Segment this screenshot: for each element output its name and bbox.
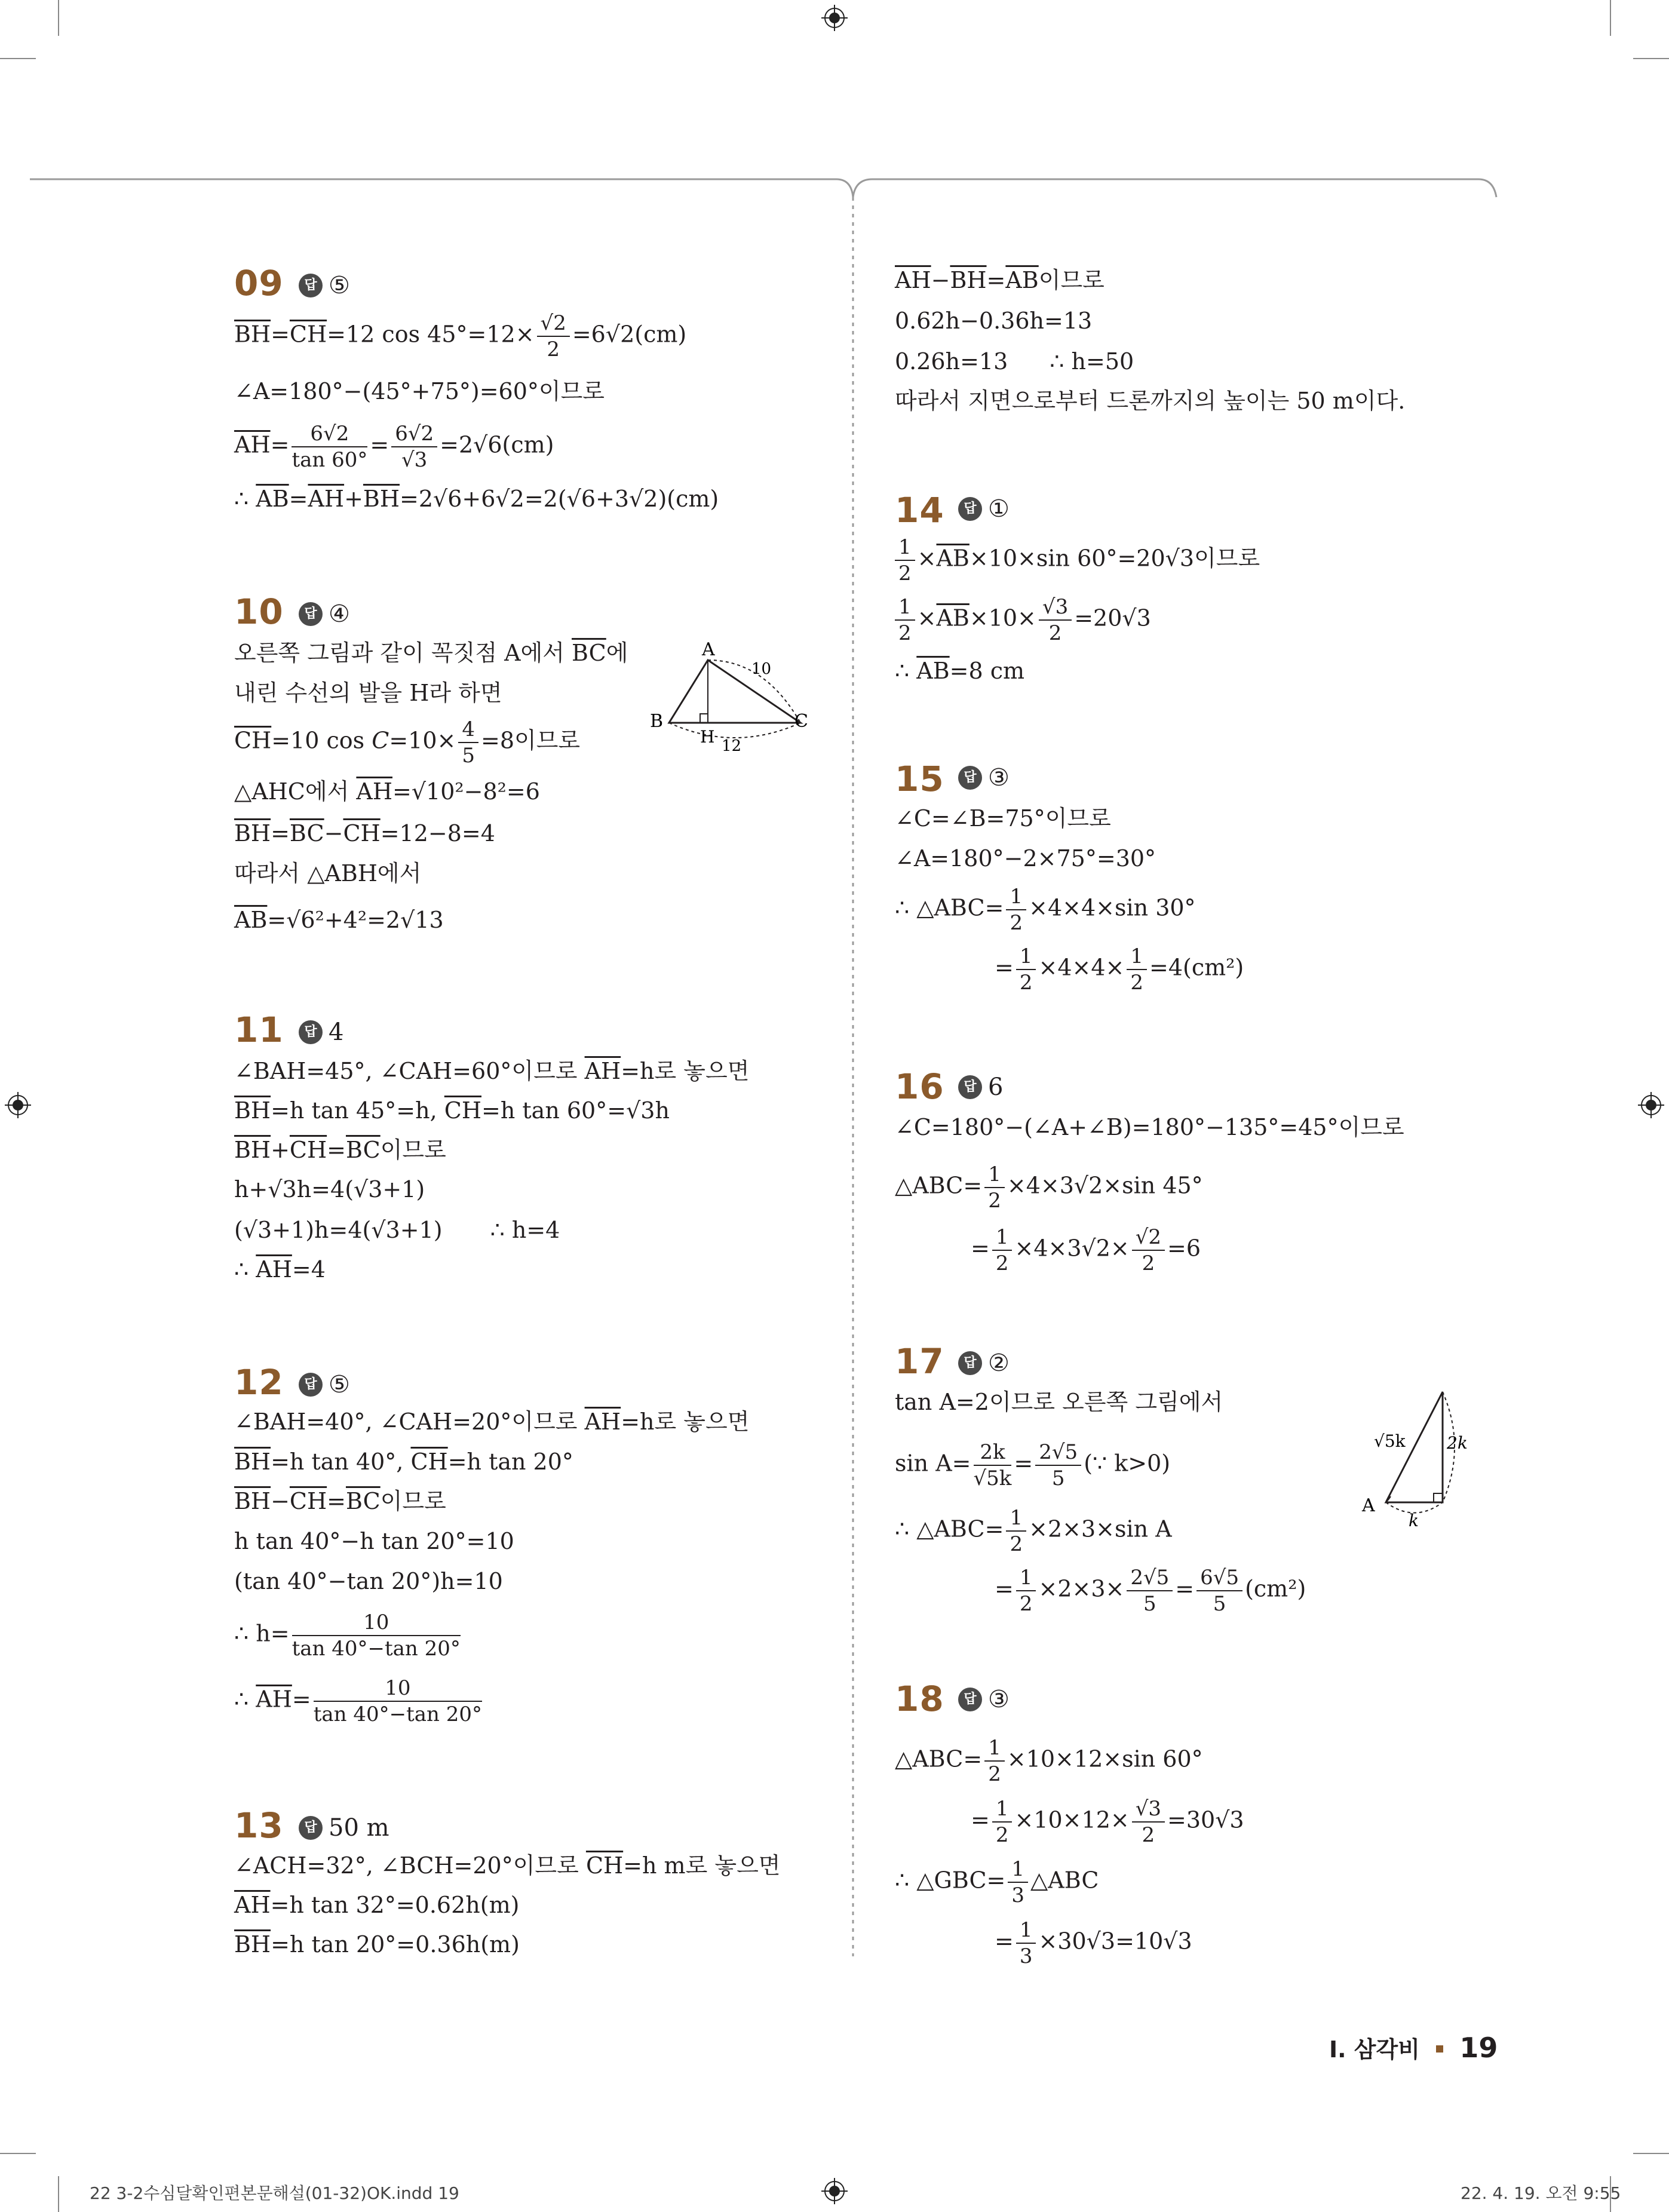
registration-mark-right — [1638, 1092, 1664, 1118]
solution-line: ∠BAH=45°, ∠CAH=60°이므로 $\overline{AH}=h$로 놓으면 — [234, 1058, 750, 1084]
problem-number: 16 — [895, 1066, 944, 1107]
solution-line: $\overline{AB}=√6^2+4^2=2√13$ — [234, 907, 444, 933]
answer-value: 6 — [988, 1073, 1004, 1101]
solution-line: 내린 수선의 발을 H라 하면 — [234, 680, 502, 706]
solution-line: 따라서 지면으로부터 드론까지의 높이는 50 m이다. — [895, 388, 1406, 414]
solution-line: $\frac{1}{2}$ $\times\overline{AB}\times 10\times\sin$ 60°=20√3이므로 — [895, 535, 1260, 586]
side-10-label: 10 — [751, 660, 772, 678]
print-date: 22. 4. 19. 오전 9:55 — [1461, 2183, 1621, 2203]
problem-number: 18 — [895, 1679, 944, 1719]
solution-line: (tan 40°−tan 20°)h=10 — [234, 1568, 503, 1594]
solution-line: ∴ h= $\frac{10}{\tan 40^\circ-\tan 20^\circ}$ — [234, 1610, 461, 1661]
foot-h-label: H — [700, 727, 715, 747]
solution-line: sin A= $\frac{2k}{√5k}$ = $\frac{2√5}{5}$ (∵ k>0) — [895, 1440, 1171, 1490]
triangle-figure-17 — [1356, 1380, 1487, 1535]
solution-line: h+√3h=4(√3+1) — [234, 1176, 425, 1202]
answer-value: ⑤ — [329, 272, 350, 299]
solution-line: $\overline{BH}=h$ tan 45°=h, $\overline{CH}=h$ tan 60°=√3h — [234, 1097, 670, 1124]
answer-value: ③ — [988, 1686, 1010, 1713]
registration-mark-top — [821, 5, 848, 31]
solution-line: $\overline{CH}=10$ cos C=10× $\frac{4}{5}$ =8이므로 — [234, 717, 581, 768]
solution-line: $\overline{AH}=h$ tan 32°=0.62h(m) — [234, 1892, 520, 1918]
solution-line: ∠A=180°−(45°+75°)=60°이므로 — [234, 378, 605, 404]
answer-value: ③ — [988, 764, 1010, 791]
file-info: 22 3-2수심달확인편본문해설(01-32)OK.indd 19 — [90, 2183, 459, 2203]
solution-line: = $\frac{1}{2}$ ×2×3× $\frac{2√5}{5}$ = $\frac{6√5}{5}$ (cm²) — [995, 1566, 1306, 1616]
problem-number: 14 — [895, 490, 944, 530]
answer-value: 4 — [329, 1018, 344, 1046]
answer-badge: 답 — [299, 1373, 323, 1397]
solution-line: ∴ △GBC= $\frac{1}{3}$ △ABC — [895, 1857, 1099, 1907]
solution-line: $\overline{BH}=h$ tan 20°=0.36h(m) — [234, 1931, 520, 1958]
problem-number: 13 — [234, 1805, 284, 1846]
problem-number: 12 — [234, 1362, 284, 1403]
section-title: I. 삼각비 — [1329, 2036, 1420, 2063]
answer-value: ② — [988, 1349, 1010, 1377]
footer-square-icon — [1436, 2045, 1443, 2053]
answer-badge: 답 — [958, 1351, 982, 1375]
vertex-a-label: A — [1362, 1495, 1375, 1516]
problem-number: 17 — [895, 1341, 944, 1382]
solution-line: ∴ $\overline{AB}=8$ cm — [895, 658, 1025, 684]
solution-line: $\overline{BH}-\overline{CH}=\overline{BC}$이므로 — [234, 1488, 446, 1514]
solution-line: $\overline{BH}+\overline{CH}=\overline{BC}$이므로 — [234, 1137, 446, 1163]
solution-line: △AHC에서 $\overline{AH}=√10^2-8^2=6$ — [234, 778, 540, 805]
problem-number: 15 — [895, 759, 944, 799]
solution-line: ∠C=180°−(∠A+∠B)=180°−135°=45°이므로 — [895, 1114, 1404, 1140]
solution-line: h tan 40°−h tan 20°=10 — [234, 1528, 514, 1554]
problem-number: 10 — [234, 591, 284, 632]
answer-value: ⑤ — [329, 1371, 350, 1398]
solution-line: $\overline{AH}-\overline{BH}=\overline{AB}$이므로 — [895, 267, 1105, 293]
solution-line: $\overline{BH}=\overline{BC}-\overline{CH}=12-8=4$ — [234, 820, 495, 846]
solution-line: 0.26h=13 ∴ h=50 — [895, 348, 1134, 375]
triangle-figure-10 — [645, 636, 824, 756]
solution-line: tan A=2이므로 오른쪽 그림에서 — [895, 1389, 1223, 1415]
solution-line: ∴ $\overline{AB}=\overline{AH}+\overline{BH}=2√6+6√2=2(√6+3√2)(cm)$ — [234, 486, 719, 512]
registration-mark-left — [5, 1092, 31, 1118]
answer-badge: 답 — [958, 497, 982, 521]
solution-line: $\overline{BH}=h$ tan 40°, $\overline{CH}=h$ tan 20° — [234, 1449, 573, 1475]
solution-line: △ABC= $\frac{1}{2}$ ×4×3√2×sin 45° — [895, 1162, 1203, 1213]
answer-value: ① — [988, 495, 1010, 523]
solution-line: ∠ACH=32°, ∠BCH=20°이므로 $\overline{CH}=h$ m로 놓으면 — [234, 1852, 781, 1879]
solution-line: ∠C=∠B=75°이므로 — [895, 805, 1111, 832]
answer-value: ④ — [329, 600, 350, 628]
solution-line: ∴ $\overline{AH}=4$ — [234, 1256, 326, 1283]
answer-badge: 답 — [299, 1020, 323, 1044]
solution-line: △ABC= $\frac{1}{2}$ ×10×12×sin 60° — [895, 1736, 1203, 1786]
answer-badge: 답 — [299, 602, 323, 626]
solution-line: ∴ △ABC= $\frac{1}{2}$ ×2×3×sin A — [895, 1506, 1172, 1556]
solution-line: = $\frac{1}{2}$ ×4×4× $\frac{1}{2}$ =4(cm²) — [995, 944, 1244, 995]
vertex-a-label: A — [702, 639, 715, 660]
solution-line: = $\frac{1}{2}$ ×4×3√2× $\frac{√2}{2}$ =6 — [971, 1225, 1201, 1275]
solution-line: $\overline{AH}=$ $\frac{6√2}{\tan 60^\circ}$ = $\frac{6√2}{√3}$ =2√6(cm) — [234, 422, 554, 472]
answer-badge: 답 — [299, 274, 323, 297]
solution-line: 따라서 △ABH에서 — [234, 860, 422, 886]
answer-badge: 답 — [958, 1688, 982, 1711]
vertical-side-label: 2k — [1447, 1433, 1468, 1453]
page-number: 19 — [1459, 2032, 1498, 2064]
solution-line: ∴ △ABC= $\frac{1}{2}$ ×4×4×sin 30° — [895, 885, 1196, 935]
solution-line: = $\frac{1}{3}$ ×30√3=10√3 — [995, 1918, 1192, 1968]
answer-badge: 답 — [958, 766, 982, 790]
base-side-label: k — [1409, 1511, 1419, 1530]
problem-number: 11 — [234, 1010, 284, 1050]
solution-line: = $\frac{1}{2}$ ×10×12× $\frac{√3}{2}$ =30√3 — [971, 1797, 1244, 1847]
hypotenuse-label: √5k — [1374, 1431, 1406, 1451]
solution-line: ∠BAH=40°, ∠CAH=20°이므로 $\overline{AH}=h$로 놓으면 — [234, 1409, 750, 1435]
solution-line: ∴ $\overline{AH}=$ $\frac{10}{\tan 40^\circ-\tan 20^\circ}$ — [234, 1676, 482, 1726]
answer-badge: 답 — [958, 1075, 982, 1099]
solution-line: $\frac{1}{2}$ $\times\overline{AB}\times 10\times$ $\frac{√3}{2}$ =20√3 — [895, 594, 1151, 646]
solution-line: (√3+1)h=4(√3+1) ∴ h=4 — [234, 1217, 560, 1243]
answer-badge: 답 — [299, 1816, 323, 1840]
running-footer — [1329, 2031, 1498, 2064]
problem-number: 09 — [234, 263, 284, 303]
side-12-label: 12 — [722, 737, 742, 755]
vertex-b-label: B — [650, 711, 664, 732]
answer-value: 50 m — [329, 1814, 389, 1842]
vertex-c-label: C — [794, 711, 808, 732]
solution-line: 0.62h−0.36h=13 — [895, 308, 1093, 334]
solution-line: ∠A=180°−2×75°=30° — [895, 845, 1156, 872]
solution-line: 오른쪽 그림과 같이 꼭짓점 A에서 $\overline{BC}$에 — [234, 640, 628, 666]
solution-line: $\overline{BH}=\overline{CH}=12$ cos 45°=12× $\frac{√2}{2}$ =6√2(cm) — [234, 311, 687, 361]
registration-mark-bottom — [821, 2178, 848, 2204]
